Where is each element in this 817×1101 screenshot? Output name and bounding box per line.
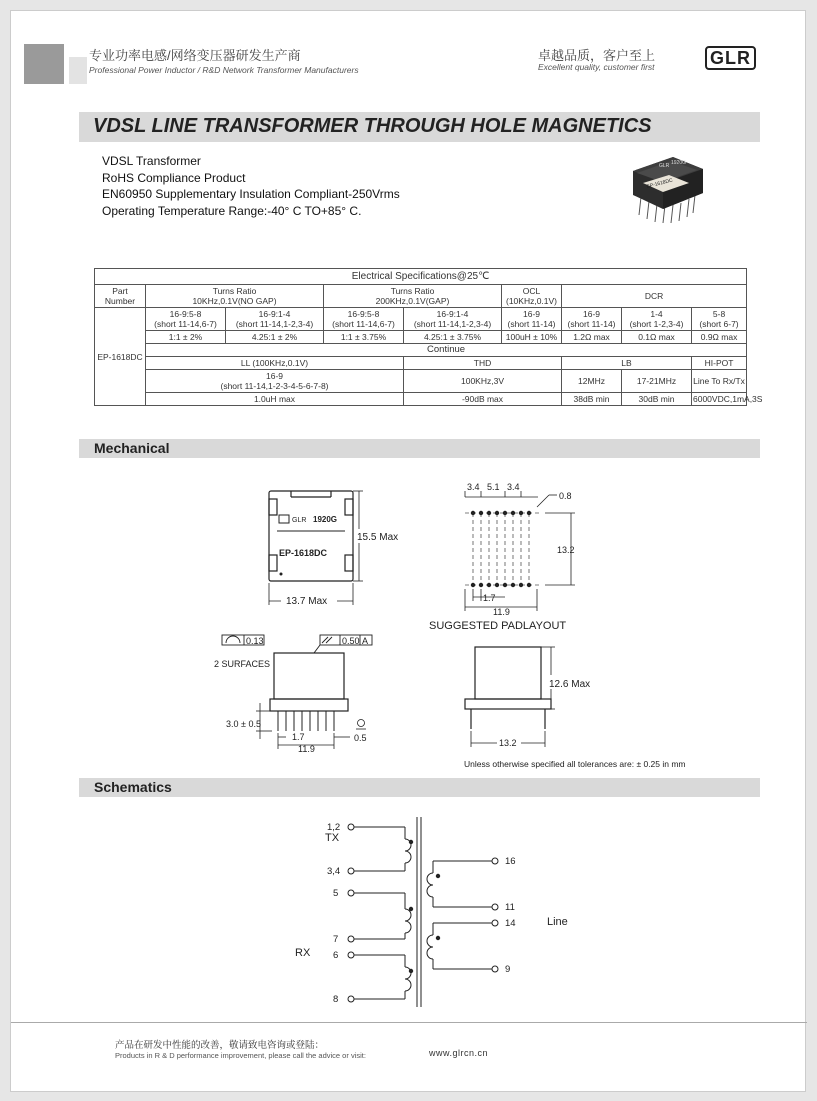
table-cell: 100uH ± 10% <box>502 331 562 344</box>
table-cell: 17-21MHz <box>622 370 692 393</box>
side-dim-h: 3.0 ± 0.5 <box>226 719 261 729</box>
table-cell: 0.1Ω max <box>622 331 692 344</box>
drawing-part: EP-1618DC <box>279 548 328 558</box>
schematic-diagram <box>273 811 603 1011</box>
parallel-value: 0.50 <box>342 636 360 646</box>
table-cell: 0.9Ω max <box>692 331 747 344</box>
ocl-cond: (10KHz,0.1V) <box>505 296 558 306</box>
table-header-cell: LL (100KHz,0.1V) <box>146 357 404 370</box>
table-cell: (short 6-7) <box>699 319 739 329</box>
table-cell: (short 11-14,1-2-3-4-5-6-7-8) <box>220 381 329 391</box>
table-cell: (short 11-14,1-2,3-4) <box>413 319 492 329</box>
rx-label: RX <box>295 947 311 959</box>
company-name-en: Professional Power Inductor / R&D Network Transformer Manufacturers <box>89 65 359 75</box>
table-cell: 16-9 <box>582 309 600 319</box>
feature-item: Operating Temperature Range:-40° C TO+85° C. <box>102 204 362 218</box>
top-view-drawing <box>251 479 411 609</box>
table-cell: 1:1 ± 3.75% <box>324 331 404 344</box>
footer-divider <box>11 1022 807 1023</box>
feature-item: VDSL Transformer <box>102 154 201 168</box>
table-header-cell: HI-POT <box>692 357 747 370</box>
table-cell: 16-9 <box>265 371 283 381</box>
turns1-cond: 10KHz,0.1V(NO GAP) <box>192 296 277 306</box>
table-cell: (short 11-14,6-7) <box>332 319 395 329</box>
page-title: VDSL LINE TRANSFORMER THROUGH HOLE MAGNETICS <box>93 115 652 137</box>
table-cell: 16-9:1-4 <box>258 309 291 319</box>
turns2-cond: 200KHz,0.1V(GAP) <box>375 296 450 306</box>
table-cell: (short 11-14) <box>567 319 616 329</box>
mechanical-bar <box>79 439 760 458</box>
turns1-header: Turns Ratio <box>212 286 257 296</box>
dcr-header: DCR <box>562 285 747 308</box>
pin-layout-drawing <box>453 477 593 617</box>
pin-label: 5 <box>333 888 339 899</box>
table-cell: 16-9 <box>522 309 540 319</box>
continue-row: Continue <box>146 344 747 357</box>
pad-dim-width: 13.2 <box>499 738 517 748</box>
pin-dim-b: 5.1 <box>487 482 500 492</box>
part-number-cell: EP-1618DC <box>95 308 146 406</box>
dim-width: 13.7 Max <box>286 596 328 607</box>
turns2-header: Turns Ratio <box>390 286 435 296</box>
dim-height: 15.5 Max <box>357 532 399 543</box>
svg-text:GLR: GLR <box>292 517 307 524</box>
pin-label: 1,2 <box>327 822 341 833</box>
table-cell: 1.0uH max <box>146 393 404 406</box>
photo-part: EP-1618DC <box>646 177 674 190</box>
table-cell: -90dB max <box>404 393 562 406</box>
table-cell: 12MHz <box>562 370 622 393</box>
table-cell: 5-8 <box>712 309 726 319</box>
table-cell: 30dB min <box>622 393 692 406</box>
footer-text-cn: 产品在研发中性能的改善，敬请致电咨询或登陆： <box>115 1040 325 1051</box>
pin-label: 11 <box>505 902 515 913</box>
pin-label: 3,4 <box>327 866 341 877</box>
pin-dim-e: 13.2 <box>557 545 575 555</box>
side-dim-i: 1.7 <box>292 732 305 742</box>
tolerance-note: Unless otherwise specified all tolerances are: ± 0.25 in mm <box>464 759 686 769</box>
company-name-cn: 专业功率电感/网络变压器研发生产商 <box>89 48 301 63</box>
table-cell: (short 1-2,3-4) <box>629 319 684 329</box>
table-cell: 1.2Ω max <box>562 331 622 344</box>
side-view-drawing <box>216 631 396 756</box>
part-header: Part <box>112 286 128 296</box>
pin-label: 7 <box>333 934 339 945</box>
table-cell: 1-4 <box>650 309 663 319</box>
datum-label: A <box>362 636 369 646</box>
slogan-en: Excellent quality, customer first <box>538 62 655 72</box>
header-decor-square-small <box>69 57 87 84</box>
photo-brand: GLR <box>659 163 670 169</box>
photo-code: 1920G <box>671 160 687 166</box>
part-header-2: Number <box>104 296 136 306</box>
drawing-code: 1920G <box>313 515 338 524</box>
table-cell: 4.25:1 ± 2% <box>226 331 324 344</box>
schematics-bar <box>79 778 760 797</box>
pad-dim-height: 12.6 Max <box>549 679 591 690</box>
footer-url[interactable]: www.glrcn.cn <box>429 1048 489 1058</box>
table-header-cell: THD <box>404 357 562 370</box>
flatness-value: 0.13 <box>246 636 264 646</box>
side-dim-j: 11.9 <box>298 744 315 754</box>
company-logo: GLR <box>705 46 756 70</box>
table-cell: 1:1 ± 2% <box>146 331 226 344</box>
schematics-heading: Schematics <box>94 779 172 795</box>
table-cell: 38dB min <box>562 393 622 406</box>
table-cell: Line To Rx/Tx <box>692 370 747 393</box>
header-decor-square <box>24 44 64 84</box>
table-cell: (short 11-14,6-7) <box>154 319 217 329</box>
pin-dim-a: 3.4 <box>467 482 480 492</box>
pin-dim-c: 3.4 <box>507 482 520 492</box>
line-label: Line <box>547 916 568 928</box>
datasheet-page <box>10 10 806 1092</box>
table-header-cell: LB <box>562 357 692 370</box>
slogan-cn: 卓越品质，客户至上 <box>538 48 656 63</box>
table-cell: 16-9:1-4 <box>436 309 469 319</box>
mechanical-heading: Mechanical <box>94 440 170 456</box>
table-cell: 16-9:5-8 <box>347 309 380 319</box>
pin-label: 14 <box>505 918 516 929</box>
pad-layout-drawing <box>451 637 591 752</box>
pin-dim-g: 11.9 <box>493 607 510 617</box>
table-cell: 4.25:1 ± 3.75% <box>404 331 502 344</box>
electrical-spec-table <box>94 268 763 406</box>
pad-layout-heading: SUGGESTED PADLAYOUT <box>429 620 567 632</box>
feature-item: EN60950 Supplementary Insulation Compliant-250Vrms <box>102 187 400 201</box>
spec-title: Electrical Specifications@25℃ <box>95 269 747 285</box>
feature-item: RoHS Compliance Product <box>102 171 246 185</box>
footer-text-en: Products in R & D performance improvement, please call the advice or visit: <box>115 1051 366 1060</box>
table-cell: (short 11-14) <box>507 319 556 329</box>
pin-label: 6 <box>333 950 339 961</box>
pin-label: 16 <box>505 856 516 867</box>
surfaces-label: 2 SURFACES <box>214 659 271 669</box>
pin-dim-f: 1.7 <box>483 593 496 603</box>
pin-dim-d: 0.8 <box>559 491 572 501</box>
side-dim-k: 0.5 <box>354 733 367 743</box>
pin-label: 9 <box>505 964 511 975</box>
table-cell: 16-9:5-8 <box>169 309 202 319</box>
table-cell: 6000VDC,1mA,3S <box>693 394 763 404</box>
pin-label: 8 <box>333 994 339 1005</box>
table-cell: 100KHz,3V <box>404 370 562 393</box>
tx-label: TX <box>325 832 340 844</box>
product-photo <box>619 147 709 227</box>
table-cell: (short 11-14,1-2,3-4) <box>235 319 314 329</box>
ocl-header: OCL <box>522 286 541 296</box>
